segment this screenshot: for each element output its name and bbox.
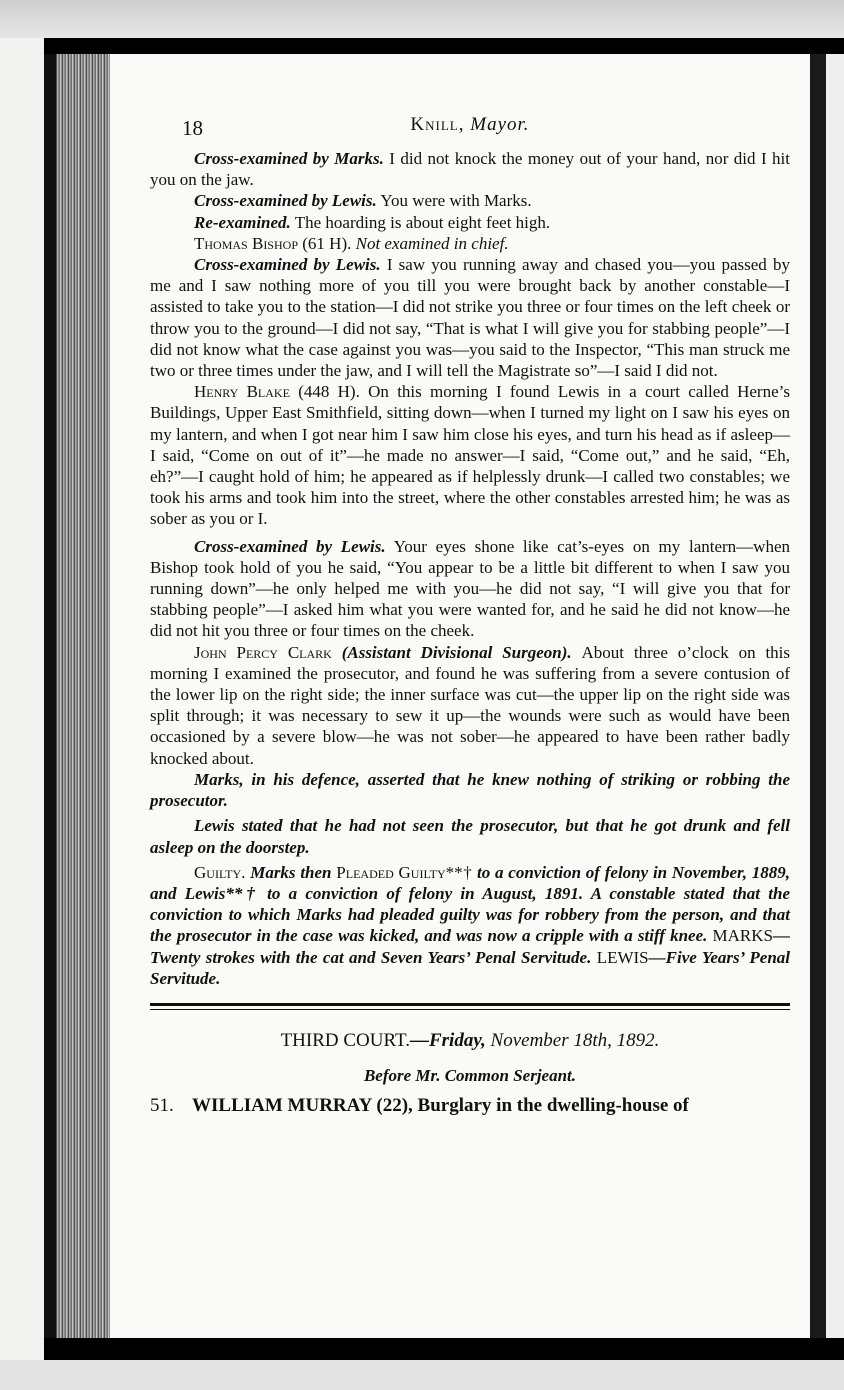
facing-page-edge — [826, 54, 844, 1338]
paragraph: Cross-examined by Marks. I did not knock the money out of your hand, nor did I hit you on the jaw. — [150, 149, 790, 190]
witness-name: Henry Blake — [194, 382, 290, 402]
paragraph: Henry Blake (448 H). On this morning I found Lewis in a court called Herne’s Buildings, Upper East Smithfield, sitting down—when I turned my light on I saw his eyes on my lantern, and when I got near him I saw him close his eyes, and turn his head as if asleep—I said, “Come on out of it”—he made no answer—I said, “Come out,” and he said, “Eh, eh?”—I caught hold of him; he appeared as if helplessly drunk—I called two constables; we took his arms and took him into the street, where the other constables arrested him; he was as sober as you or I. — [150, 382, 790, 529]
paragraph: Cross-examined by Lewis. I saw you running away and chased you—you passed by me and I saw nothing more of you till you were brought back by another constable—I assisted to take you to the station—I did not strike you three or four times on the left cheek or throw you to the ground—I did not say, “That is what I will give you for stabbing people”—I did not know what the case against you was—you said to the Inspector, “This man struck me two or three times under the jaw, and I will tell the Magistrate so”—I said I did not. — [150, 255, 790, 381]
page-header — [150, 112, 790, 148]
running-head-title: Mayor. — [470, 114, 530, 135]
verdict-paragraph: Guilty. Marks then Pleaded Guilty**† to a conviction of felony in November, 1889, and Lewis**† to a conviction of felony in August, 1891. A constable stated that the conviction to which Marks had pleaded guilty was for robbery from the person, and that the prosecutor in the case was kicked, and was now a cripple with a stiff knee. MARKS—Twenty strokes with the cat and Seven Years’ Penal Servitude. LEWIS—Five Years’ Penal Servitude. — [150, 862, 791, 988]
defence-statement: Marks, in his defence, asserted that he knew nothing of striking or robbing the prosecutor. — [150, 769, 790, 811]
witness-name: Thomas Bishop — [194, 233, 298, 253]
scan-border-left — [44, 54, 56, 1338]
paragraph: Cross-examined by Lewis. Your eyes shone like cat’s-eyes on my lantern—when Bishop took hold of you he said, “You appear to be a little bit different to when I saw you running down”—he only helped me with you—he did not say, “I will give you that for stabbing people”—I asked him what you were wanted for, and he said he did not know—he did not hit you three or four times on the cheek. — [150, 536, 790, 641]
running-head-name: Knill, — [410, 114, 465, 135]
defendant-name: WILLIAM MURRAY — [192, 1094, 372, 1116]
page-number: 18 — [182, 116, 203, 140]
before-judge: Before Mr. Common Serjeant. — [363, 1065, 577, 1085]
witness-name: John Percy Clark — [194, 642, 332, 662]
scan-border-bottom — [44, 1338, 844, 1360]
scan-border-top — [44, 38, 844, 54]
scan-background-bottom — [0, 1360, 844, 1390]
case-number: 51. — [150, 1094, 174, 1116]
case-heading: 51. WILLIAM MURRAY (22), Burglary in the dwelling-house of — [150, 1094, 689, 1116]
paragraph: John Percy Clark (Assistant Divisional Surgeon). About three o’clock on this morning I examined the prosecutor, and found he was suffering from a severe contusion of the lower lip on the right side; the inner surface was cut—the upper lip on the right side was split through; it was necessary to sew it up—the wounds were such as would have been occasioned by a severe blow—he was not sober—he appeared to have been rather badly knocked about. — [150, 642, 791, 768]
section-rule — [150, 1003, 790, 1006]
page-content — [150, 112, 790, 1118]
paragraph: Cross-examined by Lewis. You were with Marks. — [194, 191, 532, 211]
court-heading: THIRD COURT.—Friday, November 18th, 1892. — [280, 1029, 660, 1051]
running-head — [150, 114, 790, 136]
defence-statement: Lewis stated that he had not seen the prosecutor, but that he got drunk and fell asleep on the doorstep. — [150, 816, 790, 857]
book-page-edges — [56, 54, 110, 1338]
paragraph: Thomas Bishop (61 H). Not examined in chief. — [194, 233, 509, 253]
scan-background-top — [0, 0, 844, 38]
section-rule — [150, 1009, 790, 1010]
paragraph: Re-examined. The hoarding is about eight feet high. — [194, 212, 551, 232]
